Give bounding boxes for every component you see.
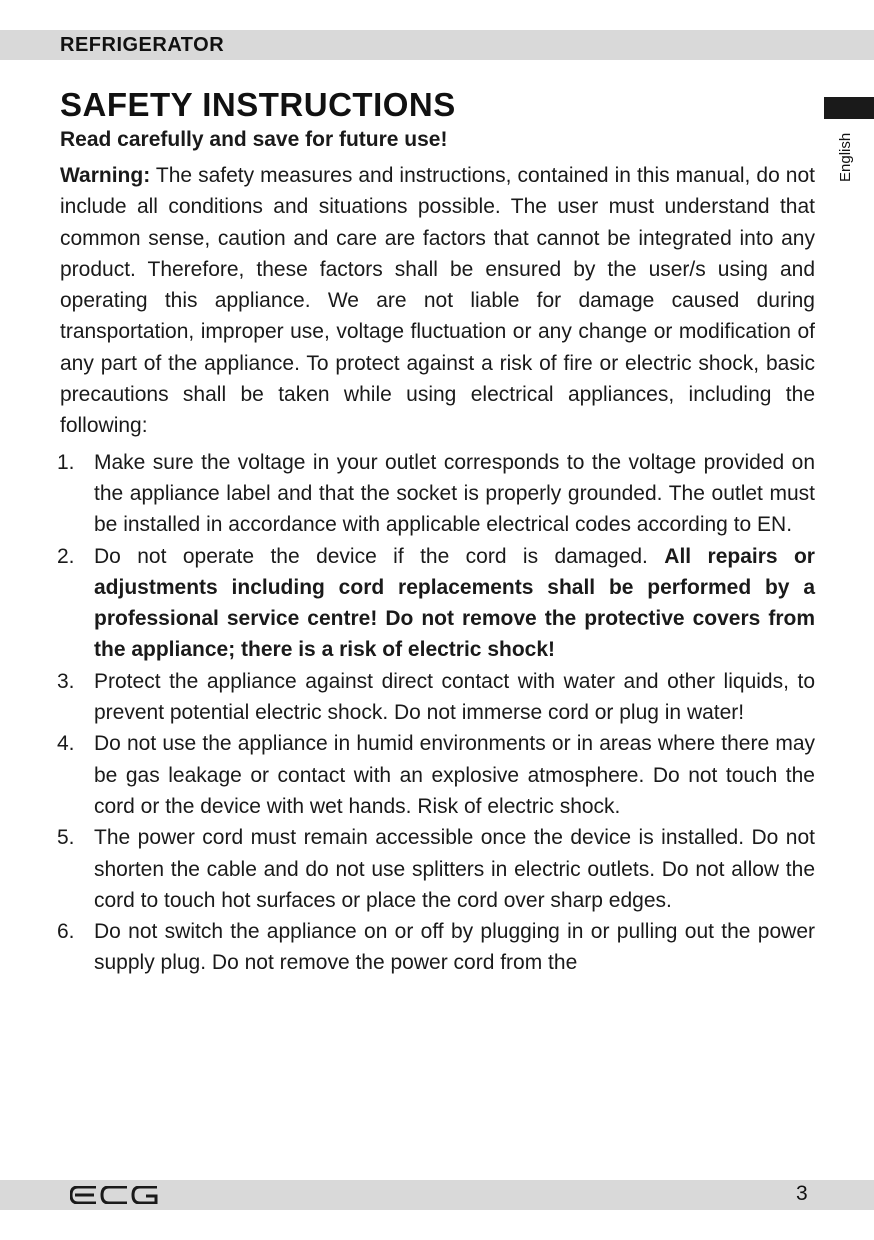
- list-item: [57, 728, 815, 822]
- warning-label: Warning:: [60, 164, 151, 187]
- item-text: Do not switch the appliance on or off by plugging in or pulling out the power supply plug. Do not remove the power cord from the: [94, 920, 815, 975]
- safety-rules-list: [57, 447, 815, 979]
- item-text: Make sure the voltage in your outlet corresponds to the voltage provided on the appliance label and that the socket is properly grounded. The outlet must be installed in accordance with applicable electrical codes according to EN.: [94, 450, 815, 537]
- list-item: [57, 822, 815, 916]
- page-content: [57, 86, 815, 979]
- item-text: Do not operate the device if the cord is damaged.: [94, 544, 665, 568]
- item-number: 2.: [57, 544, 75, 568]
- warning-paragraph: [60, 160, 815, 442]
- item-number: 6.: [57, 920, 75, 944]
- page-title: SAFETY INSTRUCTIONS: [60, 86, 456, 123]
- header-bar: [0, 30, 874, 60]
- list-item: [57, 447, 815, 541]
- item-number: 4.: [57, 732, 75, 756]
- item-text: Protect the appliance against direct contact with water and other liquids, to prevent potential electric shock. Do not immerse cord or plug in water!: [94, 669, 815, 725]
- list-item: [57, 916, 815, 979]
- warning-text: The safety measures and instructions, contained in this manual, do not include all conditions and situations possible. The user must understand that common sense, caution and care are factors that cannot be integrated into any product. Therefore, these factors shall be ensured by the user/s using and operating this appliance. We are not liable for damage caused during transportation, improper use, voltage fluctuation or any change or modification of any part of the appliance. To protect against a risk of fire or electric shock, basic precautions shall be taken while using electrical appliances, including the following:: [60, 164, 815, 438]
- language-tab: [824, 97, 874, 119]
- item-text: Do not use the appliance in humid environments or in areas where there may be gas leakage or contact with an explosive atmosphere. Do not touch the cord or the device with wet hands. Risk of electric shock.: [94, 732, 815, 818]
- language-label: English: [837, 132, 854, 182]
- section-title: REFRIGERATOR: [60, 34, 225, 56]
- item-text: The power cord must remain accessible once the device is installed. Do not shorten the cable and do not use splitters in electric outlets. Do not allow the cord to touch hot surfaces or place the cord over sharp edges.: [94, 826, 815, 912]
- page-number: 3: [796, 1182, 808, 1205]
- ecg-logo: [70, 1186, 158, 1204]
- item-number: 3.: [57, 669, 75, 693]
- list-item: [57, 666, 815, 729]
- subtitle: Read carefully and save for future use!: [60, 128, 448, 151]
- item-bold-text: All repairs or adjustments including cord replacements shall be performed by a professional service centre! Do not remove the protective covers from the appliance; there is a risk of electric shock!: [94, 544, 815, 662]
- list-item: [57, 541, 815, 666]
- item-number: 5.: [57, 826, 75, 850]
- item-number: 1.: [57, 450, 75, 474]
